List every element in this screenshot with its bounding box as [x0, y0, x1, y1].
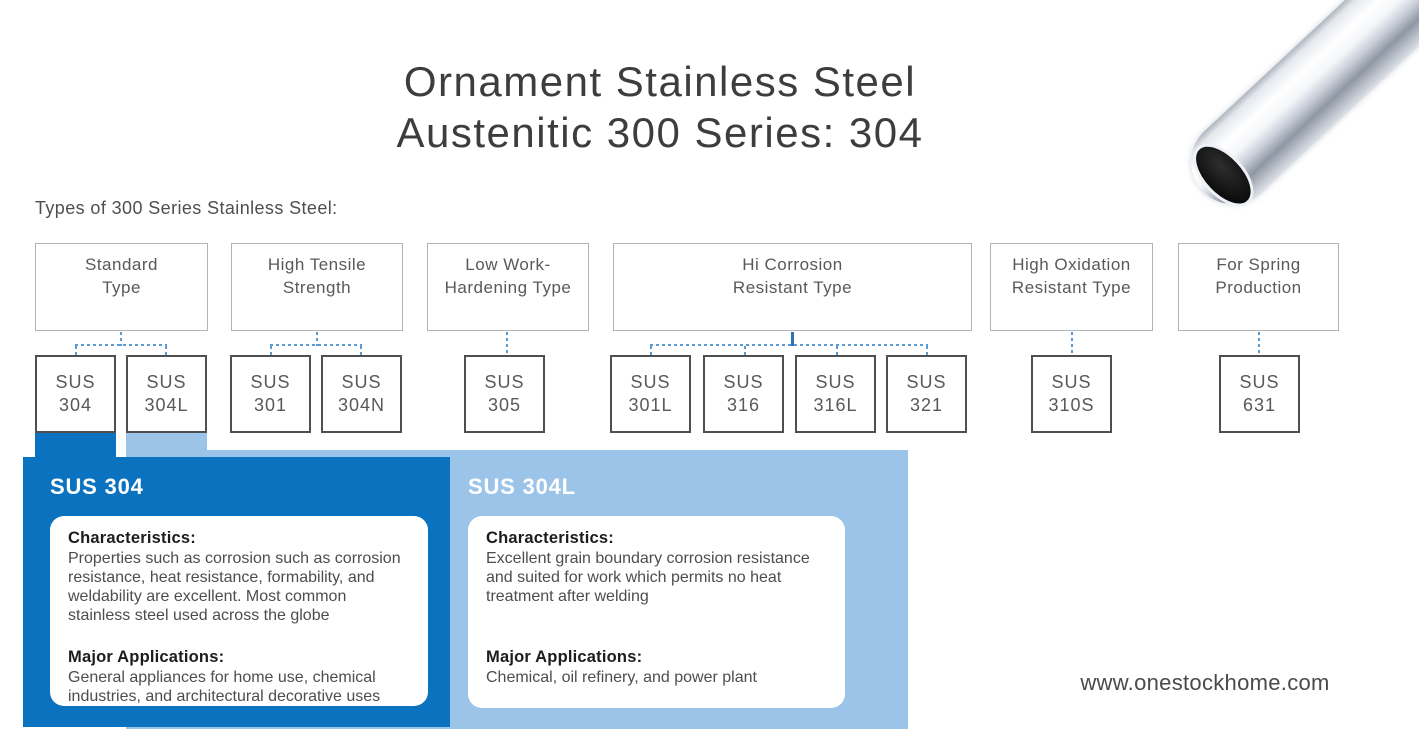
- grade-prefix: SUS: [250, 372, 291, 392]
- category-label-line1: Standard: [85, 255, 158, 274]
- grade-code: 316: [726, 395, 761, 415]
- category-box-for-spring-production: [1178, 243, 1339, 331]
- grade-box-sus-316l: [795, 355, 876, 433]
- characteristics-text: Excellent grain boundary corrosion resistance and suited for work which permits no heat treatment after welding: [486, 550, 810, 605]
- grade-prefix: SUS: [55, 372, 96, 392]
- grade-box-sus-631: [1219, 355, 1300, 433]
- category-label-line2: Production: [1215, 278, 1302, 297]
- category-box-hi-corrosion-resistant: [613, 243, 972, 331]
- category-label-line1: Low Work-: [465, 255, 551, 274]
- detail-card-sus-304: [50, 516, 428, 706]
- grade-code: 301: [253, 395, 288, 415]
- category-label-line1: For Spring: [1216, 255, 1301, 274]
- category-label-line2: Strength: [282, 278, 352, 297]
- grade-box-sus-304n: [321, 355, 402, 433]
- category-label-line1: Hi Corrosion: [742, 255, 843, 274]
- characteristics-text: Properties such as corrosion such as corrosion resistance, heat resistance, formability, and weldability are excellent. Most common stainless steel used across the globe: [68, 550, 401, 624]
- connector-horizontal: [75, 344, 167, 346]
- characteristics-section: [486, 529, 827, 648]
- connector-drop: [1258, 332, 1260, 355]
- category-label-line2: Hardening Type: [444, 278, 572, 297]
- grade-prefix: SUS: [341, 372, 382, 392]
- applications-text: Chemical, oil refinery, and power plant: [486, 669, 757, 686]
- connector-horizontal: [270, 344, 362, 346]
- connector-drop: [165, 346, 167, 355]
- connector-horizontal: [650, 344, 928, 346]
- grade-box-sus-321: [886, 355, 967, 433]
- detail-title-sus-304: SUS 304: [50, 474, 144, 499]
- grade-box-sus-304: [35, 355, 116, 433]
- characteristics-section: [68, 529, 410, 648]
- connector-drop: [1071, 332, 1073, 355]
- grade-box-sus-316: [703, 355, 784, 433]
- website-url: www.onestockhome.com: [1080, 670, 1330, 695]
- category-label-line1: High Oxidation: [1012, 255, 1131, 274]
- grade-code: 310S: [1048, 395, 1095, 415]
- section-label: Types of 300 Series Stainless Steel:: [35, 198, 338, 218]
- panel-connector-sus-304l: [126, 433, 207, 452]
- panel-connector-sus-304: [35, 433, 116, 459]
- detail-card-sus-304l: [468, 516, 845, 708]
- connector-drop: [926, 346, 928, 355]
- grade-code: 304N: [337, 395, 386, 415]
- page-title-line2: Austenitic 300 Series: 304: [396, 109, 924, 156]
- connector-drop: [360, 346, 362, 355]
- connector-drop: [270, 346, 272, 355]
- grade-prefix: SUS: [146, 372, 187, 392]
- grade-code: 631: [1242, 395, 1277, 415]
- grade-box-sus-301: [230, 355, 311, 433]
- grade-code: 316L: [813, 395, 858, 415]
- category-label-line2: Resistant Type: [1011, 278, 1132, 297]
- detail-title-sus-304l: SUS 304L: [468, 474, 576, 499]
- grade-box-sus-310s: [1031, 355, 1112, 433]
- grade-code: 301L: [628, 395, 673, 415]
- category-label-line2: Resistant Type: [732, 278, 853, 297]
- grade-prefix: SUS: [723, 372, 764, 392]
- grade-code: 321: [909, 395, 944, 415]
- grade-prefix: SUS: [1051, 372, 1092, 392]
- connector-drop: [650, 346, 652, 355]
- grade-prefix: SUS: [484, 372, 525, 392]
- category-box-low-work-hardening: [427, 243, 589, 331]
- connector-drop: [506, 332, 508, 355]
- category-label-line1: High Tensile: [267, 255, 367, 274]
- grade-prefix: SUS: [815, 372, 856, 392]
- connector-drop: [744, 346, 746, 355]
- characteristics-heading: Characteristics:: [486, 529, 614, 547]
- applications-heading: Major Applications:: [68, 648, 225, 666]
- grade-code: 304: [58, 395, 93, 415]
- page-title: [0, 56, 1320, 158]
- grade-code: 305: [487, 395, 522, 415]
- applications-text: General appliances for home use, chemical industries, and architectural decorative uses: [68, 669, 381, 705]
- category-box-standard-type: [35, 243, 208, 331]
- grade-prefix: SUS: [630, 372, 671, 392]
- category-box-high-oxidation-resistant: [990, 243, 1153, 331]
- grade-box-sus-301l: [610, 355, 691, 433]
- grade-prefix: SUS: [906, 372, 947, 392]
- category-box-high-tensile-strength: [231, 243, 403, 331]
- grade-box-sus-304l: [126, 355, 207, 433]
- connector-drop: [75, 346, 77, 355]
- page-title-line1: Ornament Stainless Steel: [403, 58, 917, 105]
- connector-drop: [836, 346, 838, 355]
- characteristics-heading: Characteristics:: [68, 529, 196, 547]
- grade-code: 304L: [144, 395, 189, 415]
- applications-heading: Major Applications:: [486, 648, 643, 666]
- category-label-line2: Type: [102, 278, 141, 297]
- grade-prefix: SUS: [1239, 372, 1280, 392]
- grade-box-sus-305: [464, 355, 545, 433]
